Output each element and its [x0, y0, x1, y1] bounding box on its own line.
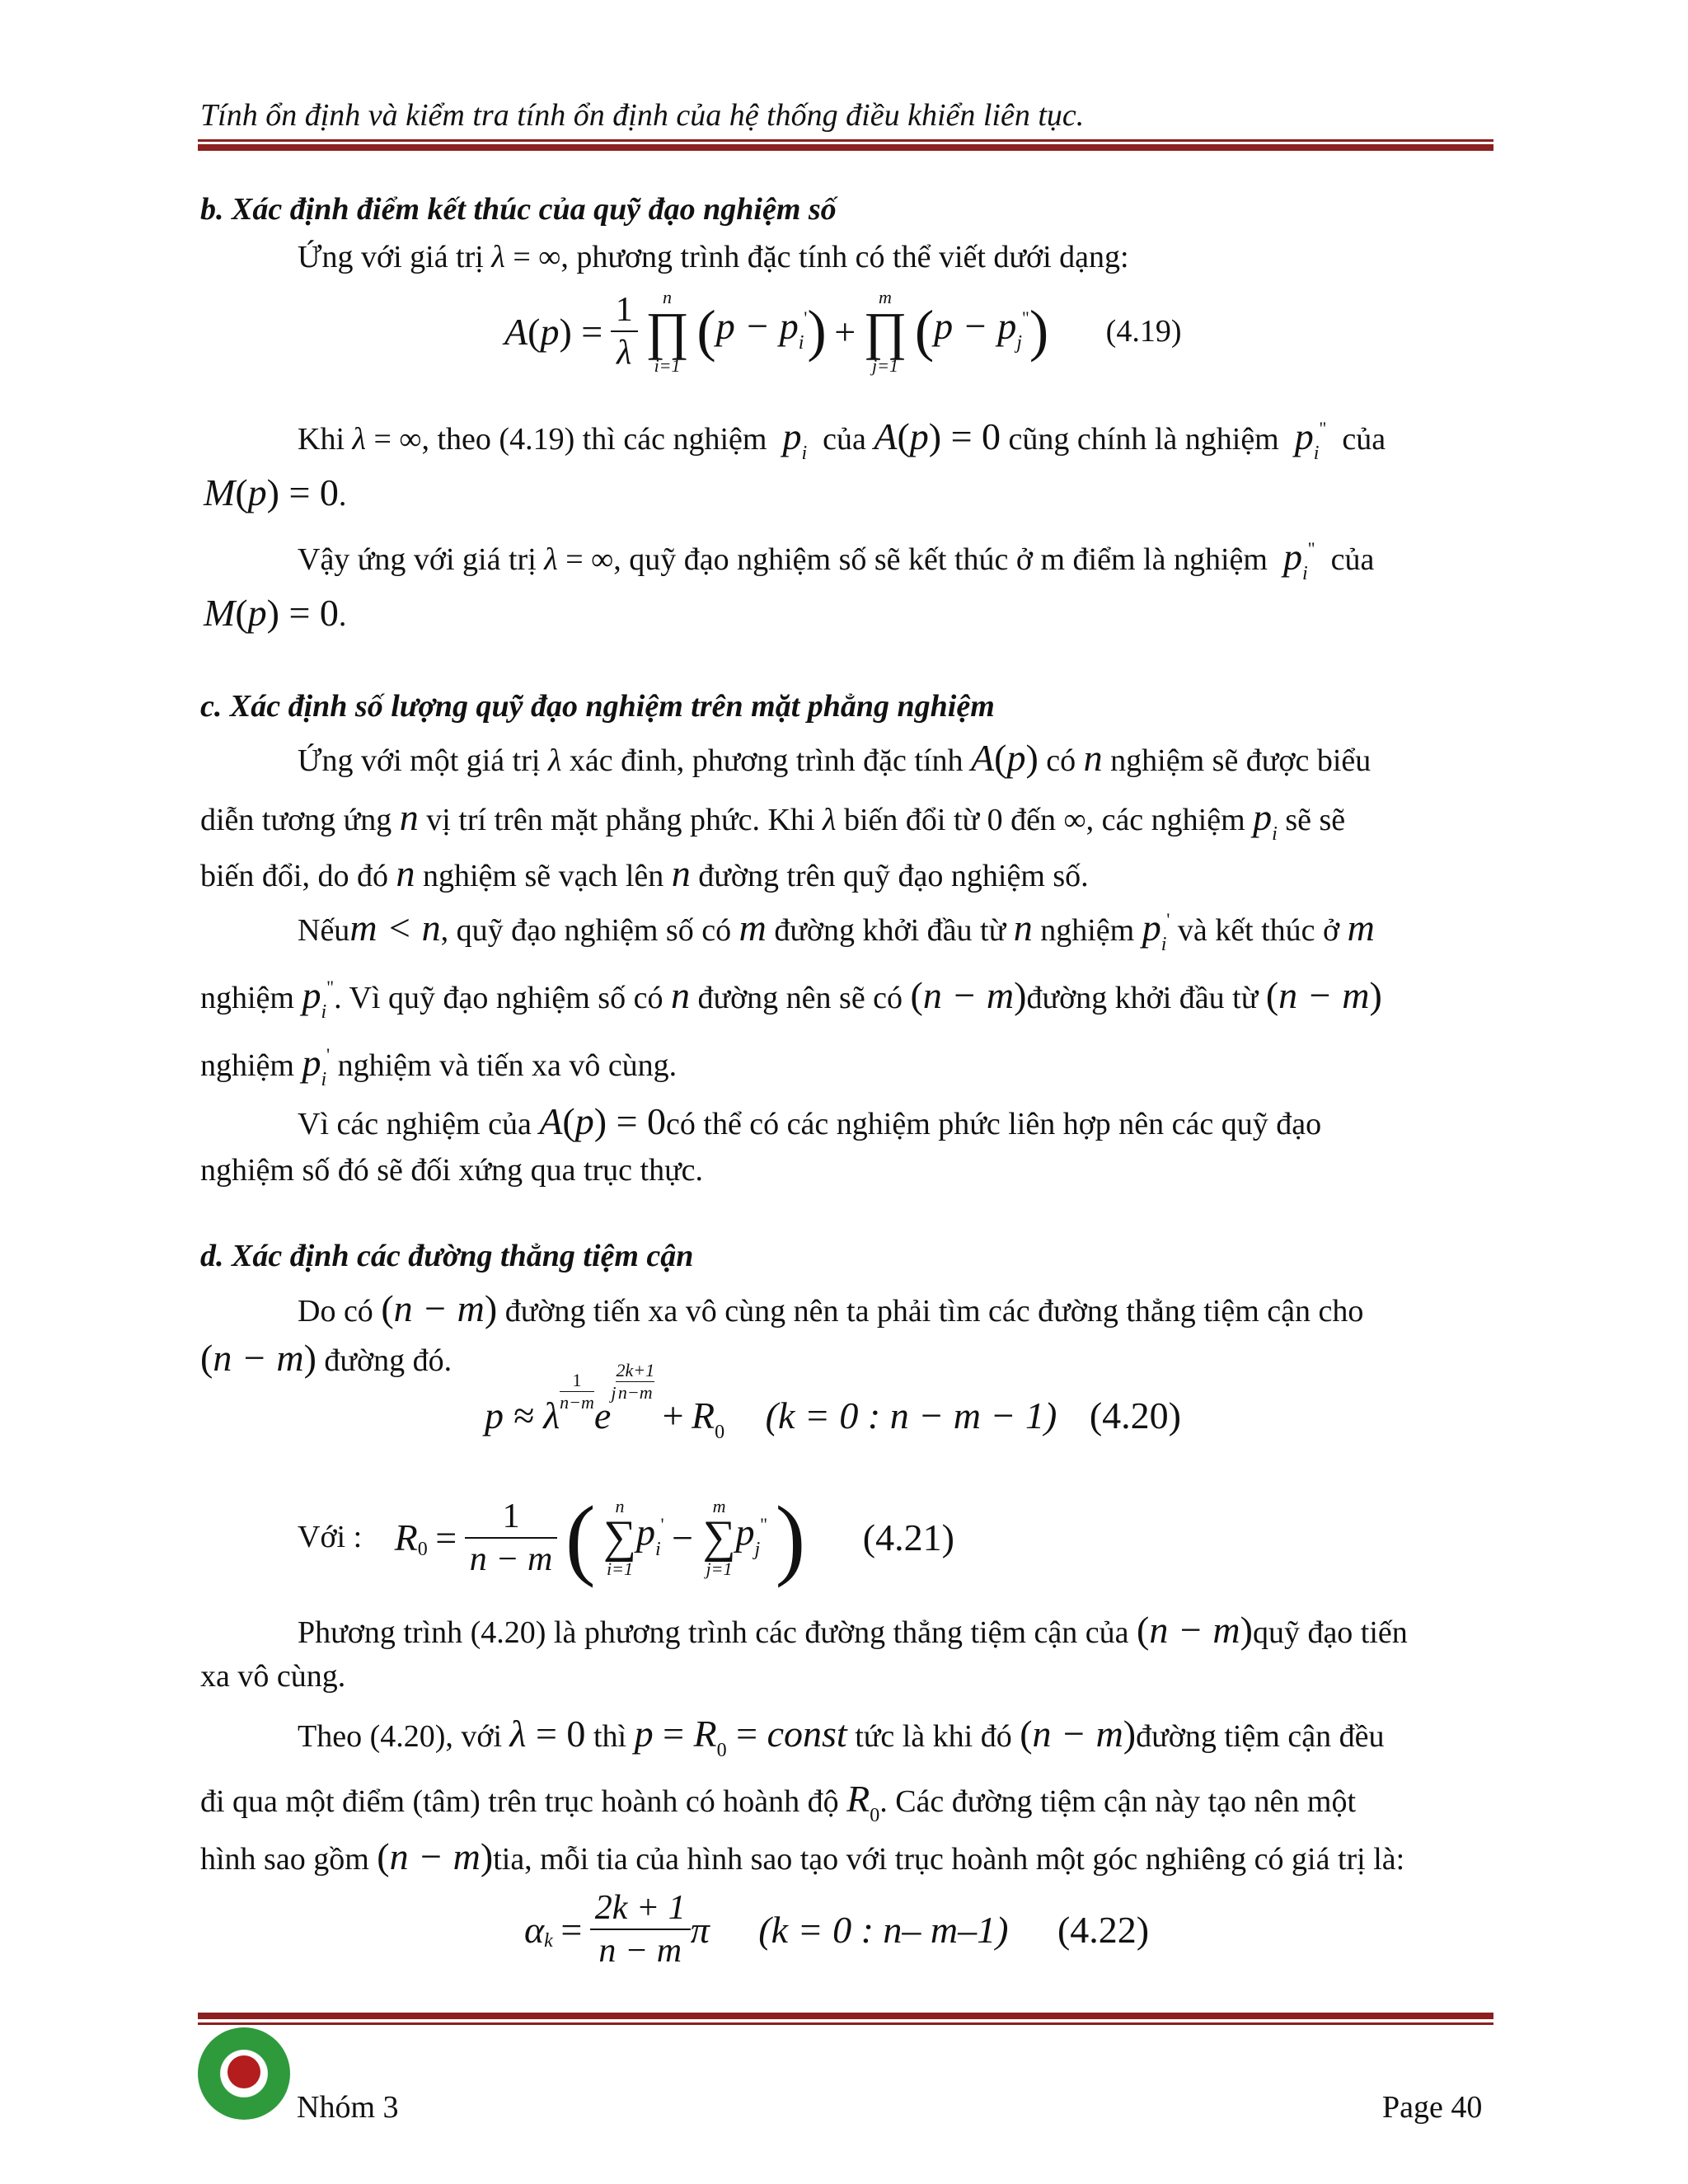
section-c-line1: Ứng với một giá trị λ xác đinh, phương trình đặc tính A(p) có n nghiệm sẽ được biểu [298, 737, 1372, 779]
footer-page-number: Page 40 [1382, 2090, 1483, 2125]
header-rule-thick [198, 144, 1493, 151]
footer-rule-thick [198, 2013, 1493, 2019]
section-c-heading: c. Xác định số lượng quỹ đạo nghiệm trên mặt phẳng nghiệm [200, 689, 995, 724]
section-d-heading: d. Xác định các đường thẳng tiệm cận [200, 1239, 694, 1273]
section-d-line2: (n − m) đường đó. [200, 1337, 452, 1379]
section-c-line3: biến đổi, do đó n nghiệm sẽ vạch lên n đường trên quỹ đạo nghiệm số. [200, 852, 1089, 894]
section-d-line5: Theo (4.20), với λ = 0 thì $p = R_0$ = const tức là khi đó (n − m)đường tiệm cận đều [298, 1713, 1385, 1761]
section-c-line5: nghiệm $p_i^"$. Vì quỹ đạo nghiệm số có n đường nên sẽ có (n − m)đường khởi đầu từ (n − m) [200, 974, 1382, 1023]
section-c-line2: diễn tương ứng n vị trí trên mặt phẳng phức. Khi λ biến đổi từ 0 đến ∞, các nghiệm $p_i$ sẽ sẽ [200, 796, 1346, 845]
section-c-line8: nghiệm số đó sẽ đối xứng qua trục thực. [200, 1153, 704, 1188]
section-b-heading: b. Xác định điểm kết thúc của quỹ đạo nghiệm số [200, 192, 837, 227]
section-d-line6: đi qua một điểm (tâm) trên trục hoành có hoành độ $R_0$. Các đường tiệm cận này tạo nên một [200, 1778, 1356, 1826]
mechatronics-logo [198, 2027, 290, 2120]
section-b-intro: Ứng với giá trị λ = ∞, phương trình đặc tính có thể viết dưới dạng: [298, 240, 1129, 274]
section-d-line4: xa vô cùng. [200, 1659, 346, 1694]
section-b-para2-line1: Khi λ = ∞, theo (4.19) thì các nghiệm $p_i$ của A(p) = 0 cũng chính là nghiệm $p_i^"$ của [298, 415, 1386, 464]
equation-4-19: A(p) = $\frac{1}{\lambda}$ n ∏ i=1 $(p - p_i')$ + m ∏ j=1 $(p - p_j^")$ (4.19) [504, 287, 1182, 376]
section-c-line6: nghiệm $p_i'$ nghiệm và tiến xa vô cùng. [200, 1042, 678, 1090]
equation-4-21: Với : $R_0$ = $\frac{1}{n - m}$ ( n ∑ i=1 $p_i'$ − m ∑ j=1 $p_j^"$ ) (4.21) [298, 1488, 954, 1588]
section-d-line7: hình sao gồm (n − m)tia, mỗi tia của hình sao tạo với trục hoành một góc nghiêng có giá trị là: [200, 1835, 1405, 1877]
section-c-line4: Nếum < n, quỹ đạo nghiệm số có m đường khởi đầu từ n nghiệm $p_i'$ và kết thúc ở m [298, 907, 1375, 955]
footer-group: Nhóm 3 [297, 2090, 399, 2125]
section-b-para2-line2: M(p) = 0. [204, 471, 347, 513]
header-rule-thin [198, 139, 1493, 142]
section-d-line3: Phương trình (4.20) là phương trình các đường thẳng tiệm cận của (n − m)quỹ đạo tiến [298, 1609, 1408, 1651]
section-b-para3-line1: Vậy ứng với giá trị λ = ∞, quỹ đạo nghiệm số sẽ kết thúc ở m điểm là nghiệm $p_i^"$ của [298, 536, 1375, 584]
equation-4-20: p ≈ λ $\frac{1}{n-m}$ ej $\frac{2k+1}{n-m}$ + $R_0$ (k = 0 : n − m − 1) (4.20) [485, 1360, 1181, 1443]
page-header-title: Tính ổn định và kiểm tra tính ổn định của hệ thống điều khiển liên tục. [200, 98, 1085, 133]
equation-4-22: $\alpha_k$ = $\frac{2k + 1}{n - m}$ π (k = 0 : n– m–1) (4.22) [524, 1889, 1150, 1971]
footer-rule-thin [198, 2022, 1493, 2025]
section-d-line1: Do có (n − m) đường tiến xa vô cùng nên ta phải tìm các đường thẳng tiệm cận cho [298, 1287, 1364, 1329]
section-b-para3-line2: M(p) = 0. [204, 592, 347, 634]
section-c-line7: Vì các nghiệm của A(p) = 0có thể có các nghiệm phức liên hợp nên các quỹ đạo [298, 1100, 1322, 1142]
